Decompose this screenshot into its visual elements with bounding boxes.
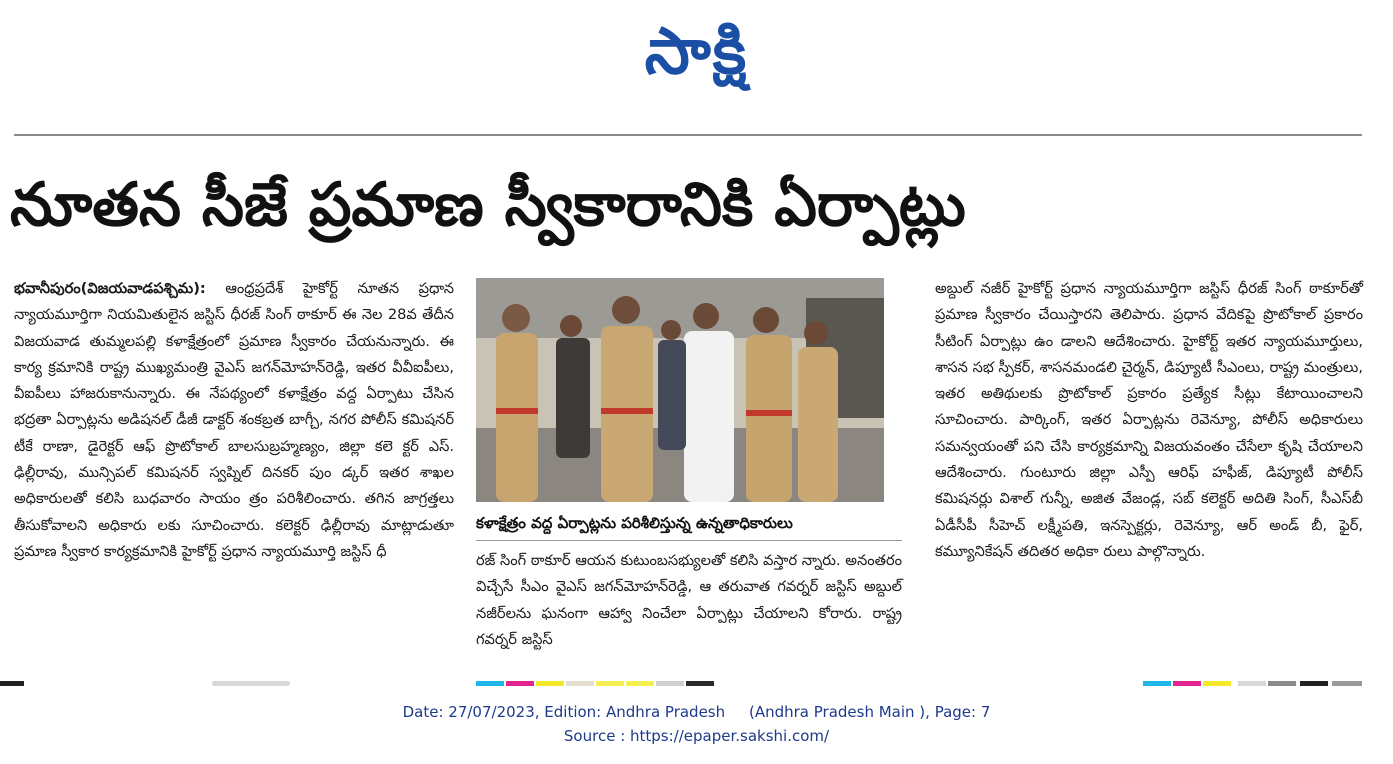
color-bar-darkgray-right xyxy=(1268,681,1296,686)
officials-photo-illustration xyxy=(476,278,884,502)
footer-source[interactable]: Source : https://epaper.sakshi.com/ xyxy=(563,727,830,745)
masthead xyxy=(0,12,1393,92)
article-photo xyxy=(476,278,884,502)
color-bar-magenta xyxy=(506,681,534,686)
registration-mark xyxy=(212,681,290,686)
color-bar-black-right xyxy=(1300,681,1328,686)
color-bar-yellow-light-2 xyxy=(626,681,654,686)
color-bar-cyan-right xyxy=(1143,681,1171,686)
color-bar-paper xyxy=(566,681,594,686)
color-bar-black xyxy=(686,681,714,686)
article-column-2: రజ్ సింగ్ ఠాకూర్ ఆయన కుటుంబసభ్యులతో కలిసి వస్తార న్నారు. అనంతరం విచ్చేసే సీఎం వైఎస్ జగన్‌మోహన్‌రెడ్డి, ఆ తరువాత గవర్నర్ జస్టిస్ అబ్దుల్ నజీర్‌లను ఘనంగా ఆహ్వా నించేలా ఏర్పాట్లు చేయాలని కోరారు. రాష్ట్ర గవర్నర్ జస్టిస్ xyxy=(476,552,902,648)
headline: నూతన సీజే ప్రమాణ స్వీకారానికి ఏర్పాట్లు xyxy=(10,170,966,240)
caption-divider xyxy=(476,540,902,541)
epaper-footer xyxy=(0,700,1393,748)
article-column-3: అబ్దుల్ నజీర్ హైకోర్ట్ ప్రధాన న్యాయమూర్తిగా జస్టిస్ ధీరజ్ సింగ్ ఠాకూర్‌తో ప్రమాణ స్వీకారం చేయిస్తారని తెలిపారు. ప్రధాన వేదికపై ప్రొటోకాల్ ప్రకారం సీటింగ్ ఏర్పాట్లు ఉం డాలని ఆదేశించారు. హైకోర్ట్ ఇతర న్యాయమూర్తులు, శాసన సభ స్పీకర్, శాసనమండలి చైర్మన్, డిప్యూటీ సీఎంలు, రాష్ట్ర మంత్రులు, ఇతర అతిథులకు ప్రొటోకాల్ ప్రకారం ప్రత్యేక సీట్లు కేటాయించాలని సూచించారు. పార్కింగ్, ఇతర ఏర్పాట్లను రెవెన్యూ, పోలీస్ అధికారులు సమన్వయంతో పని చేసి కార్యక్రమాన్ని విజయవంతం చేసేలా కృషి చేయాలని ఆదేశించారు. గుంటూరు జిల్లా ఎస్పీ ఆరిఫ్ హఫీజ్, డిప్యూటీ పోలీస్ కమిషనర్లు విశాల్ గున్నీ, అజిత వేజండ్ల, సబ్ కలెక్టర్ అదితి సింగ్, సీఎస్‌బీ ఏడీసీపీ సీహెచ్ లక్ష్మీపతి, ఇనస్పెక్టర్లు, రెవెన్యూ, ఆర్ అండ్ బీ, ఫైర్, కమ్యూనికేషన్ తదితర అధికా రులు పాల్గొన్నారు. xyxy=(935,280,1363,560)
sakshi-logo: సాక్షి xyxy=(644,15,749,89)
dateline: భవానీపురం(విజయవాడపశ్చిమ): xyxy=(14,280,206,297)
registration-mark xyxy=(0,681,24,686)
article-column-1 xyxy=(14,276,454,565)
footer-date-edition: Date: 27/07/2023, Edition: Andhra Pradesh (Andhra Pradesh Main ), Page: 7 xyxy=(402,703,991,721)
column-1-text: ఆంధ్రప్రదేశ్ హైకోర్ట్ నూతన ప్రధాన న్యాయమూర్తిగా నియమితులైన జస్టిస్ ధీరజ్ సింగ్ ఠాకూర్ ఈ నెల 28వ తేదీన విజయవాడ తుమ్మలపల్లి కళాక్షేత్రంలో ప్రమాణ స్వీకారం చేయనున్నారు. ఈ కార్య క్రమానికి రాష్ట్ర ముఖ్యమంత్రి వైఎస్ జగన్‌మోహన్‌రెడ్డి, ఇతర వీవీఐపీలు, వీఐపీలు హాజరుకానున్నారు. ఈ నేపథ్యంలో కళాక్షేత్రం వద్ద ఏర్పాటు చేసిన భద్రతా ఏర్పాట్లను అడిషనల్ డీజీ డాక్టర్ శంకబ్రత బాగ్చీ, నగర పోలీస్ కమిషనర్ టీకే రాణా, డైరెక్టర్ ఆఫ్ ప్రొటోకాల్ బాలసుబ్రహ్మణ్యం, జిల్లా కలె క్టర్ ఎస్. ఢిల్లీరావు, మున్సిపల్ కమిషనర్ స్వప్నిల్ దినకర్ పుం డ్కర్ ఇతర శాఖల అధికారులతో కలిసి బుధవారం సాయం త్రం పరిశీలించారు. తగిన జాగ్రత్తలు తీసుకోవాలని అధికారు లకు సూచించారు. కలెక్టర్ ఢిల్లీరావు మాట్లాడుతూ ప్రమాణ స్వీకార కార్యక్రమానికి హైకోర్ట్ ప్రధాన న్యాయమూర్తి జస్టిస్ ధీ xyxy=(14,280,454,560)
color-bar-cyan xyxy=(476,681,504,686)
color-bar-gray-right-2 xyxy=(1332,681,1362,686)
color-bar-magenta-right xyxy=(1173,681,1201,686)
photo-caption: కళాక్షేత్రం వద్ద ఏర్పాట్లను పరిశీలిస్తున్న ఉన్నతాధికారులు xyxy=(476,514,793,532)
color-bar-gray-right xyxy=(1238,681,1266,686)
masthead-divider xyxy=(14,134,1362,136)
color-bar-yellow xyxy=(536,681,564,686)
color-bar-yellow-right xyxy=(1203,681,1231,686)
color-bar-gray xyxy=(656,681,684,686)
color-bar-yellow-light xyxy=(596,681,624,686)
